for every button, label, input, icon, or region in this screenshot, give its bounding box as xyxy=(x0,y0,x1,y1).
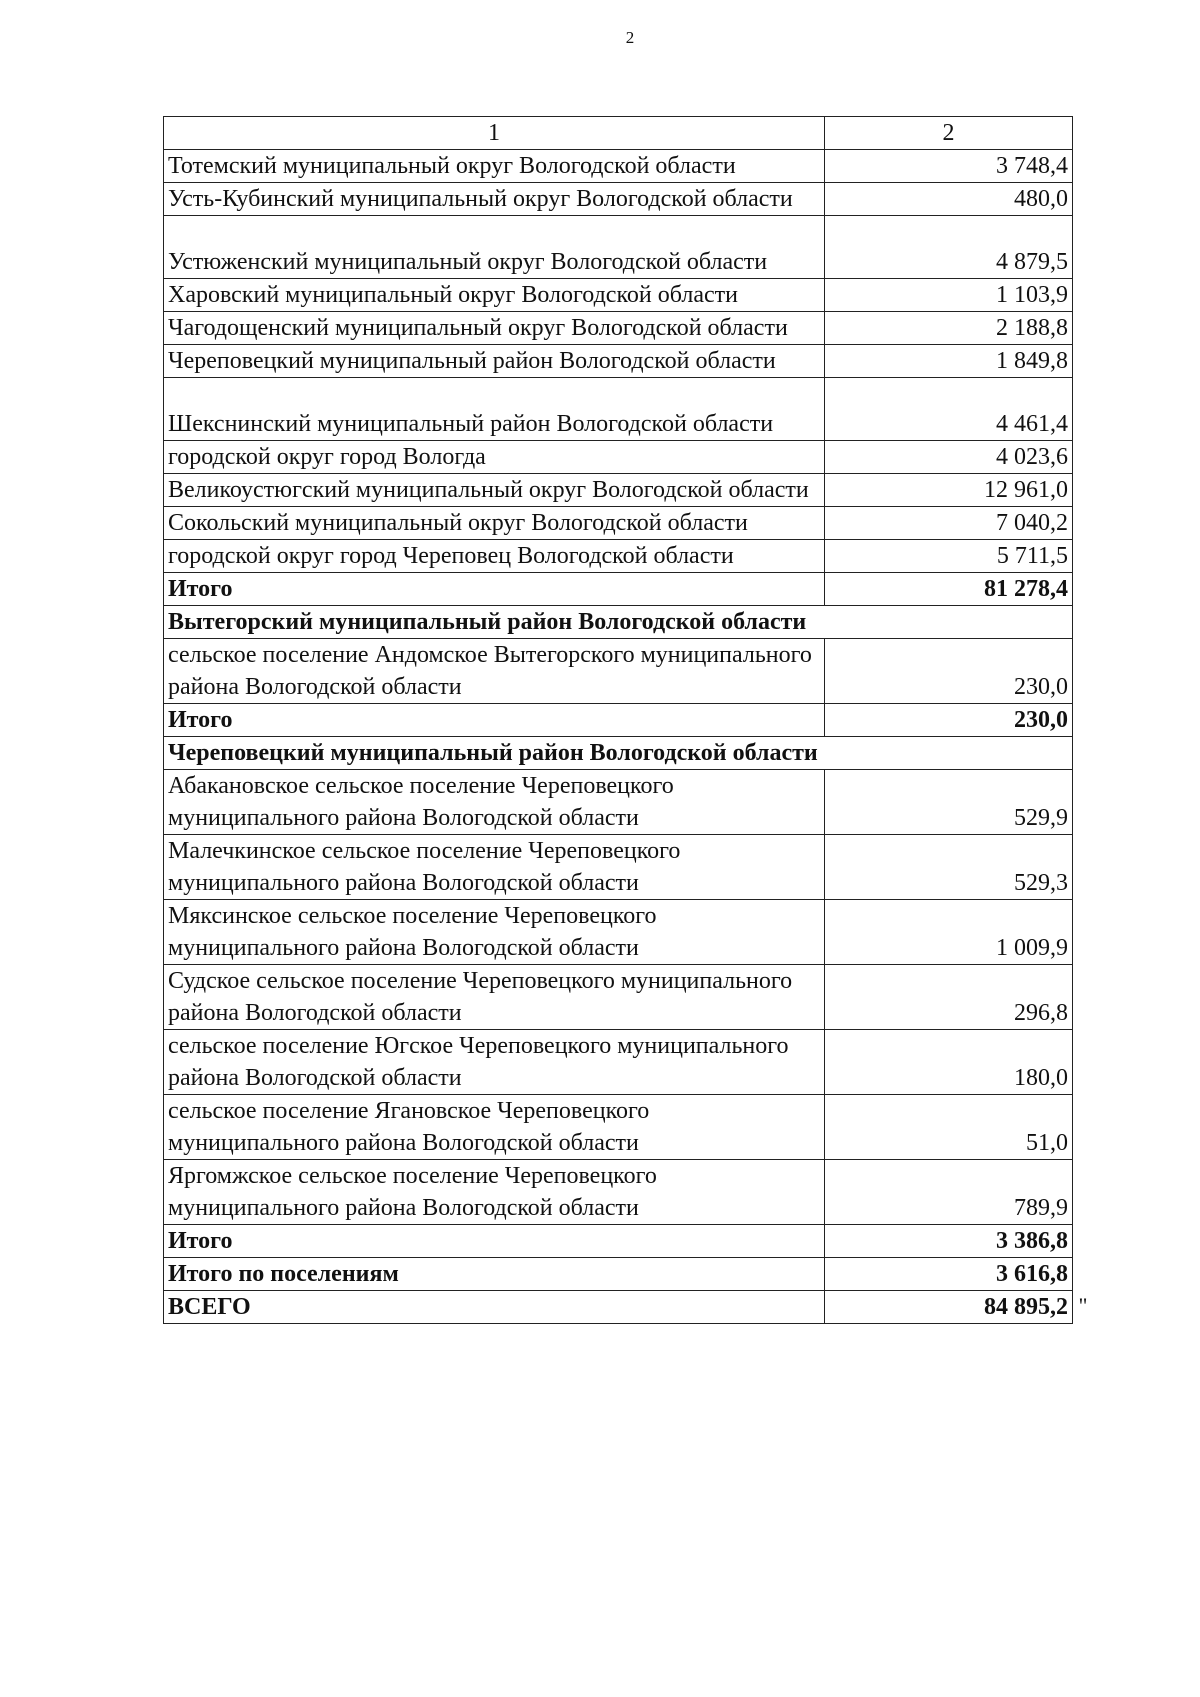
allocation-table xyxy=(163,116,1073,1324)
row-name: Малечкинское сельское поселение Череповецкого муниципального района Вологодской области xyxy=(164,835,825,900)
table-row xyxy=(164,183,1073,216)
row-name: сельское поселение Югское Череповецкого муниципального района Вологодской области xyxy=(164,1030,825,1095)
table-row xyxy=(164,216,1073,279)
row-name: Мяксинское сельское поселение Череповецкого муниципального района Вологодской области xyxy=(164,900,825,965)
total-row xyxy=(164,1258,1073,1291)
row-name: Усть-Кубинский муниципальный округ Вологодской области xyxy=(164,183,825,216)
row-value: 529,9 xyxy=(825,770,1073,835)
row-name: Череповецкий муниципальный район Вологодской области xyxy=(164,345,825,378)
row-value: 51,0 xyxy=(825,1095,1073,1160)
header-col-1: 1 xyxy=(164,117,825,150)
row-value: 3 386,8 xyxy=(825,1225,1073,1258)
row-value: 529,3 xyxy=(825,835,1073,900)
row-name: Судское сельское поселение Череповецкого муниципального района Вологодской области xyxy=(164,965,825,1030)
row-value: 230,0 xyxy=(825,639,1073,704)
table-row xyxy=(164,279,1073,312)
row-name: Сокольский муниципальный округ Вологодской области xyxy=(164,507,825,540)
row-name: Абакановское сельское поселение Череповецкого муниципального района Вологодской области xyxy=(164,770,825,835)
row-name: Великоустюгский муниципальный округ Вологодской области xyxy=(164,474,825,507)
row-name: Итого xyxy=(164,573,825,606)
table-row xyxy=(164,150,1073,183)
row-value: 789,9 xyxy=(825,1160,1073,1225)
row-value: 12 961,0 xyxy=(825,474,1073,507)
table-row xyxy=(164,378,1073,441)
table-row xyxy=(164,474,1073,507)
row-value: 3 616,8 xyxy=(825,1258,1073,1291)
row-value: 4 461,4 xyxy=(825,378,1073,441)
table-row xyxy=(164,900,1073,965)
row-name: Тотемский муниципальный округ Вологодской области xyxy=(164,150,825,183)
row-name: Чагодощенский муниципальный округ Вологодской области xyxy=(164,312,825,345)
section-title: Вытегорский муниципальный район Вологодской области xyxy=(164,606,1073,639)
table-row xyxy=(164,345,1073,378)
row-name: городской округ город Череповец Вологодской области xyxy=(164,540,825,573)
page-number: 2 xyxy=(625,28,635,47)
row-name: Итого xyxy=(164,704,825,737)
section-title: Череповецкий муниципальный район Вологодской области xyxy=(164,737,1073,770)
table-row xyxy=(164,507,1073,540)
row-value: 296,8 xyxy=(825,965,1073,1030)
row-value: 2 188,8 xyxy=(825,312,1073,345)
row-value: 3 748,4 xyxy=(825,150,1073,183)
row-name: Итого по поселениям xyxy=(164,1258,825,1291)
row-value: 5 711,5 xyxy=(825,540,1073,573)
header-col-2: 2 xyxy=(825,117,1073,150)
total-row xyxy=(164,704,1073,737)
row-value: 1 009,9 xyxy=(825,900,1073,965)
table-row xyxy=(164,1030,1073,1095)
table-row xyxy=(164,965,1073,1030)
row-name: городской округ город Вологда xyxy=(164,441,825,474)
row-name: Итого xyxy=(164,1225,825,1258)
closing-quote-mark: " xyxy=(1078,1292,1088,1318)
section-header-row xyxy=(164,737,1073,770)
row-name: ВСЕГО xyxy=(164,1291,825,1324)
row-name: сельское поселение Андомское Вытегорского муниципального района Вологодской области xyxy=(164,639,825,704)
row-value: 480,0 xyxy=(825,183,1073,216)
row-value: 4 023,6 xyxy=(825,441,1073,474)
table-row xyxy=(164,312,1073,345)
total-row xyxy=(164,573,1073,606)
row-value: 230,0 xyxy=(825,704,1073,737)
row-value: 84 895,2 xyxy=(825,1291,1073,1324)
row-value: 4 879,5 xyxy=(825,216,1073,279)
row-value: 81 278,4 xyxy=(825,573,1073,606)
table-row xyxy=(164,441,1073,474)
section-header-row xyxy=(164,606,1073,639)
row-name: Харовский муниципальный округ Вологодской области xyxy=(164,279,825,312)
row-value: 180,0 xyxy=(825,1030,1073,1095)
total-row xyxy=(164,1225,1073,1258)
table-row xyxy=(164,770,1073,835)
row-name: Шекснинский муниципальный район Вологодской области xyxy=(164,378,825,441)
total-row xyxy=(164,1291,1073,1324)
row-name: Яргомжское сельское поселение Череповецкого муниципального района Вологодской области xyxy=(164,1160,825,1225)
table-row xyxy=(164,639,1073,704)
table-header-row xyxy=(164,117,1073,150)
row-name: сельское поселение Ягановское Череповецкого муниципального района Вологодской области xyxy=(164,1095,825,1160)
table-row xyxy=(164,1160,1073,1225)
row-value: 7 040,2 xyxy=(825,507,1073,540)
table-row xyxy=(164,1095,1073,1160)
row-name: Устюженский муниципальный округ Вологодской области xyxy=(164,216,825,279)
row-value: 1 103,9 xyxy=(825,279,1073,312)
table-row xyxy=(164,835,1073,900)
row-value: 1 849,8 xyxy=(825,345,1073,378)
table-row xyxy=(164,540,1073,573)
